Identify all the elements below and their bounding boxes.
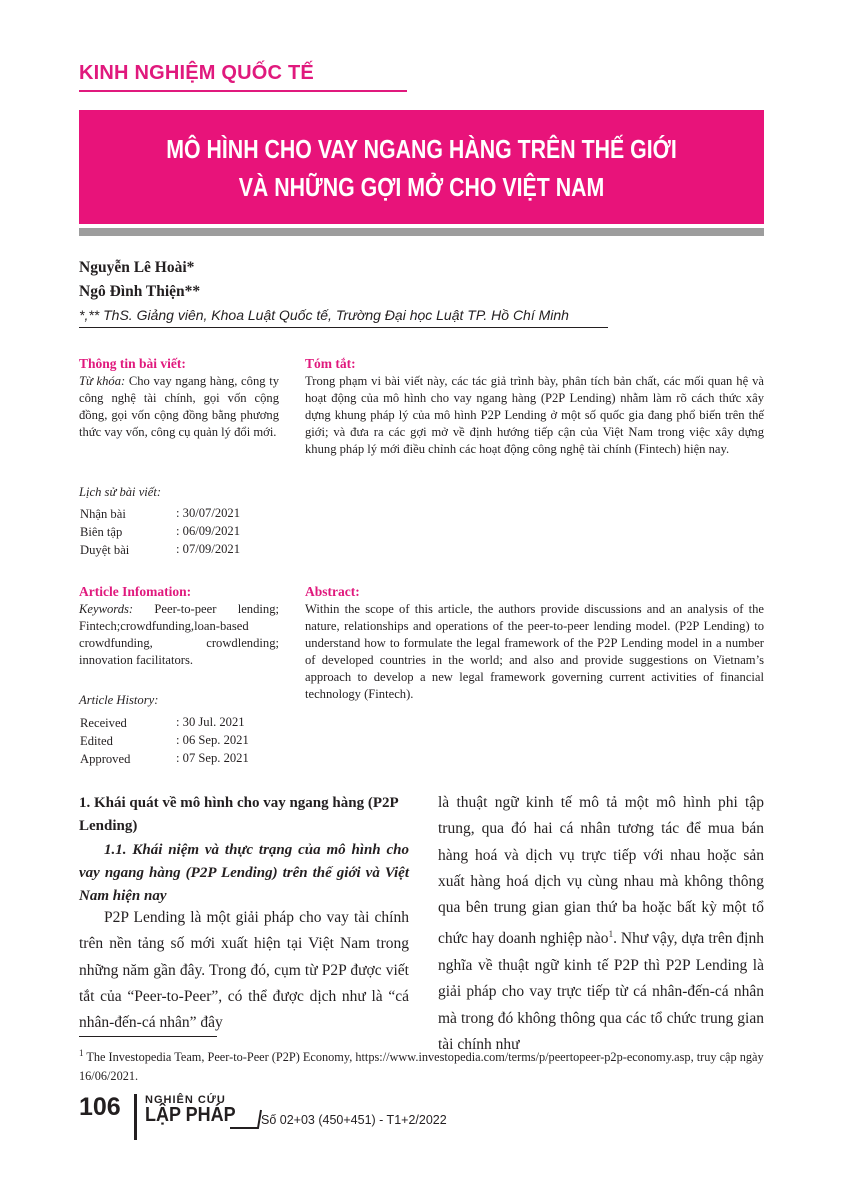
footnote bbox=[79, 1044, 769, 1086]
en-keywords bbox=[79, 601, 279, 669]
en-history-label: Article History: bbox=[79, 693, 159, 707]
vi-history-received-value: : 30/07/2021 bbox=[176, 506, 241, 520]
right-paragraph bbox=[438, 790, 764, 1058]
en-abstract-text: Within the scope of this article, the authors provide discussions and an analysis of the nature, relationships and operations of the peer-to-peer lending model. (P2P Lending) to understand how to formulate the legal framework of the P2P Lending model in a number of developed countries in the world; and also and provide suggestions on Vietnam’s approach to develop a new legal framework governing current activities of financial technology (Fintech). bbox=[305, 602, 764, 701]
page-number: 106 bbox=[79, 1093, 121, 1121]
footnote-text: The Investopedia Team, Peer-to-Peer (P2P) Economy, https://www.investopedia.com/terms/p/peertopeer-p2p-economy.asp, truy cập ngày 16/06/2021. bbox=[79, 1050, 764, 1084]
footer-divider bbox=[134, 1094, 137, 1140]
section-1-heading: 1. Khái quát về mô hình cho vay ngang hàng (P2P Lending) bbox=[79, 795, 398, 834]
footnote-ref[interactable]: 1 bbox=[608, 929, 614, 940]
journal-name-top: NGHIÊN CỨU bbox=[145, 1094, 226, 1106]
author-2: Ngô Đình Thiện** bbox=[79, 283, 201, 300]
vi-abstract-heading: Tóm tắt: bbox=[305, 356, 356, 371]
affiliation: *,** ThS. Giảng viên, Khoa Luật Quốc tế, Trường Đại học Luật TP. Hồ Chí Minh bbox=[79, 307, 569, 323]
vi-history-edited-value: : 06/09/2021 bbox=[176, 524, 241, 538]
vi-keywords-label: Từ khóa: bbox=[79, 374, 126, 388]
vi-info-heading: Thông tin bài viết: bbox=[79, 356, 186, 371]
en-history-received-label: Received bbox=[80, 716, 127, 730]
en-history-received-value: : 30 Jul. 2021 bbox=[176, 715, 245, 729]
vi-history-label: Lịch sử bài viết: bbox=[79, 485, 162, 499]
footnote-rule bbox=[79, 1036, 217, 1037]
vi-history-approved-value: : 07/09/2021 bbox=[176, 542, 241, 556]
en-history-approved-value: : 07 Sep. 2021 bbox=[176, 751, 249, 765]
section-1-1-heading: 1.1. Khái niệm và thực trạng của mô hình cho vay ngang hàng (P2P Lending) trên thế giới và Việt Nam hiện nay bbox=[79, 842, 409, 904]
en-info-heading: Article Infomation: bbox=[79, 584, 192, 599]
en-abstract-heading: Abstract: bbox=[305, 584, 360, 599]
vi-history-approved-label: Duyệt bài bbox=[80, 543, 130, 557]
en-history-edited-value: : 06 Sep. 2021 bbox=[176, 733, 249, 747]
vi-history-received-label: Nhận bài bbox=[80, 507, 126, 521]
affiliation-rule bbox=[79, 327, 608, 328]
vi-keywords-text: Cho vay ngang hàng, công ty công nghệ tài chính, gọi vốn cộng đồng, gọi vốn cộng đồng bằng phương thức vay vốn, công cụ quản lý đổi mới. bbox=[79, 374, 279, 439]
article-title-line-1: MÔ HÌNH CHO VAY NGANG HÀNG TRÊN THẾ GIỚI bbox=[166, 134, 677, 164]
vi-history-edited-label: Biên tập bbox=[80, 525, 123, 539]
journal-name-main: LẬP PHÁP bbox=[145, 1104, 236, 1126]
title-underbar bbox=[79, 228, 764, 236]
vi-abstract-text: Trong phạm vi bài viết này, các tác giả trình bày, phân tích bản chất, các mối quan hệ và hoạt động của mô hình cho vay ngang hàng (P2P Lending) nhằm làm rõ cách thức xây dựng khung pháp lý của mô hình P2P Lending ở một số quốc gia đang phổ biến trên thế giới; và đưa ra các gợi mở về định hướng tiếp cận của Việt Nam trong việc xây dựng khung pháp lý mới điều chỉnh các hoạt động công nghệ tài chính (Fintech) hiện nay. bbox=[305, 374, 764, 456]
title-box bbox=[79, 110, 764, 224]
right-paragraph-part-2: . Như vậy, dựa trên định nghĩa về thuật ngữ kinh tế P2P thì P2P Lending là giải pháp cho vay trực tiếp từ cá nhân-đến-cá nhân mà trong đó không thông qua các tổ chức trung gian tài chính như bbox=[438, 930, 764, 1053]
en-keywords-label: Keywords: bbox=[79, 602, 134, 616]
footnote-number: 1 bbox=[79, 1048, 84, 1058]
en-history-approved-label: Approved bbox=[80, 752, 131, 766]
section-label: KINH NGHIỆM QUỐC TẾ bbox=[79, 62, 314, 84]
en-history-edited-label: Edited bbox=[80, 734, 113, 748]
article-title-line-2: VÀ NHỮNG GỢI MỞ CHO VIỆT NAM bbox=[238, 172, 605, 202]
right-paragraph-part-1: là thuật ngữ kinh tế mô tả một mô hình phi tập trung, qua đó hai cá nhân tương tác để mua bán hàng hoá và dịch vụ trực tiếp với nhau hoặc sản xuất hàng hoá dịch vụ cùng nhau mà không thông qua bên trung gian gian thứ ba hoặc bất kỳ một tổ chức hay doanh nghiệp nào bbox=[438, 794, 764, 948]
section-rule bbox=[79, 90, 407, 92]
issue-info: Số 02+03 (450+451) - T1+2/2022 bbox=[261, 1113, 447, 1127]
author-1: Nguyễn Lê Hoài* bbox=[79, 259, 195, 276]
journal-underline-swoosh bbox=[228, 1106, 262, 1130]
left-paragraph: P2P Lending là một giải pháp cho vay tài chính trên nền tảng số mới xuất hiện tại Việt Nam trong những năm gần đây. Trong đó, cụm từ P2P được viết tắt của “Peer-to-Peer”, có thể được dịch như là “cá nhân-đến-cá nhân” đây bbox=[79, 909, 409, 1032]
vi-keywords bbox=[79, 373, 279, 441]
en-keywords-text: Peer-to-peer lending; Fintech;crowdfunding,loan-based crowdfunding, crowdlending; innovation facilitators. bbox=[79, 602, 279, 667]
